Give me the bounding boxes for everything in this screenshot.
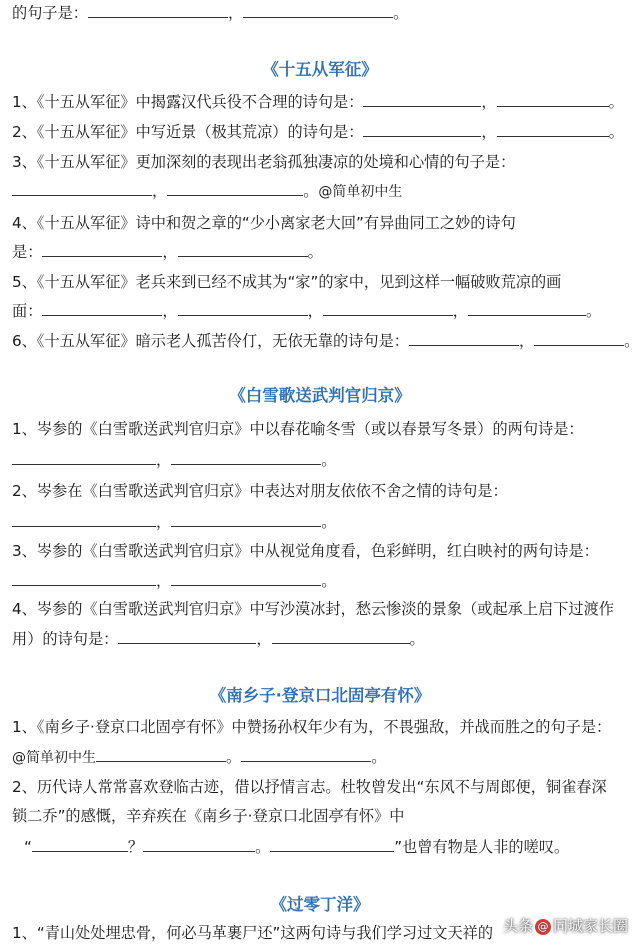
- question-text: 2、历代诗人常常喜欢登临古迹，借以抒情言志。杜牧曾发出“东风不与周郎便，铜雀春深: [12, 778, 607, 796]
- answer-blank[interactable]: [12, 571, 156, 586]
- period: 。: [371, 748, 387, 766]
- answer-blank[interactable]: [42, 242, 162, 257]
- section-title-3: 《南乡子·登京口北固亭有怀》: [209, 686, 431, 705]
- answer-line: [12, 511, 630, 533]
- answer-blank[interactable]: [171, 512, 321, 527]
- question-mark: ？: [127, 838, 144, 856]
- answer-blank[interactable]: [468, 301, 586, 316]
- question-text: 1、“青山处处埋忠骨，何必马革裹尸还”这两句诗与我们学习过文天祥的: [12, 924, 494, 942]
- period: 。: [624, 332, 640, 350]
- question-text: 6、《十五从军征》暗示老人孤苦伶仃，无依无靠的诗句是：: [12, 332, 409, 350]
- question-text: 面：: [12, 302, 43, 320]
- answer-blank[interactable]: [171, 450, 321, 465]
- answer-line: [12, 449, 630, 471]
- separator: ，: [481, 123, 497, 141]
- question-text: 用）的诗句是：: [12, 630, 119, 648]
- separator: ，: [156, 451, 172, 469]
- section-title-1: 《十五从军征》: [262, 60, 378, 79]
- separator: ，: [452, 302, 468, 320]
- question-line: [12, 121, 630, 143]
- period: 。: [303, 182, 319, 200]
- question-text: 2、岑参在《白雪歌送武判官归京》中表达对朋友依依不舍之情的诗句是：: [12, 482, 508, 500]
- answer-blank[interactable]: [497, 122, 609, 137]
- question-line: [12, 271, 630, 293]
- answer-blank[interactable]: [42, 301, 162, 316]
- section-title-2: 《白雪歌送武判官归京》: [229, 386, 411, 405]
- question-text: 是：: [12, 243, 43, 261]
- period: 。: [321, 513, 337, 531]
- period: 。: [255, 838, 271, 856]
- answer-blank[interactable]: [96, 747, 226, 762]
- answer-blank[interactable]: [363, 92, 481, 107]
- answer-blank[interactable]: [118, 629, 256, 644]
- answer-line: [12, 241, 630, 263]
- period: 。: [409, 630, 425, 648]
- answer-blank[interactable]: [32, 837, 128, 852]
- author-note: @简单初中生: [318, 184, 403, 200]
- period: 。: [321, 451, 337, 469]
- question-text: 的句子是：: [12, 4, 88, 22]
- answer-blank[interactable]: [178, 242, 308, 257]
- separator: ，: [152, 182, 168, 200]
- answer-line: [12, 570, 630, 592]
- answer-line: [12, 836, 630, 858]
- question-text: ”也曾有物是人非的嗟叹。: [394, 838, 570, 856]
- section-title-4: 《过零丁洋》: [270, 895, 370, 914]
- answer-blank[interactable]: [241, 747, 371, 762]
- question-text: 5、《十五从军征》老兵来到已经不成其为“家”的家中，见到这样一幅破败荒凉的画: [12, 273, 562, 291]
- answer-blank[interactable]: [12, 512, 156, 527]
- period: 。: [585, 302, 602, 320]
- question-text: 1、《南乡子·登京口北固亭有怀》中赞扬孙权年少有为，不畏强敌，并战而胜之的句子是：: [12, 718, 612, 736]
- separator: ，: [256, 630, 272, 648]
- quote-open: “: [24, 838, 32, 856]
- answer-line: [12, 300, 630, 322]
- answer-blank[interactable]: [272, 629, 410, 644]
- separator: ，: [227, 4, 244, 22]
- question-line: [12, 480, 630, 502]
- separator: ，: [307, 302, 323, 320]
- separator: ，: [518, 332, 535, 350]
- question-text: 3、《十五从军征》更加深刻的表现出老翁孤独凄凉的处境和心情的句子是：: [12, 153, 516, 171]
- watermark-text: 同城家长圈: [552, 917, 628, 935]
- answer-blank[interactable]: [323, 301, 453, 316]
- question-text: 4、《十五从军征》诗中和贺之章的“少小离家老大回”有异曲同工之妙的诗句: [12, 214, 516, 232]
- question-text: 锁二乔”的感慨，辛弃疾在《南乡子·登京口北固亭有怀》中: [12, 807, 405, 825]
- separator: ，: [162, 243, 178, 261]
- question-line: [12, 598, 630, 620]
- separator: ，: [162, 302, 178, 320]
- author-note: @简单初中生: [12, 750, 96, 766]
- period: 。: [307, 243, 323, 261]
- question-text: 1、《十五从军征》中揭露汉代兵役不合理的诗句是：: [12, 93, 364, 111]
- answer-blank[interactable]: [171, 571, 321, 586]
- question-text: 1、岑参的《白雪歌送武判官归京》中以春花喻冬雪（或以春景写冬景）的两句诗是：: [12, 420, 584, 438]
- watermark-logo-icon: @: [535, 919, 551, 935]
- answer-line: [12, 628, 630, 650]
- answer-blank[interactable]: [12, 181, 152, 196]
- question-text: 3、岑参的《白雪歌送武判官归京》中从视觉角度看，色彩鲜明，红白映衬的两句诗是：: [12, 542, 599, 560]
- text-line: [12, 2, 630, 24]
- answer-blank[interactable]: [497, 92, 609, 107]
- answer-blank[interactable]: [167, 181, 303, 196]
- question-line: [12, 418, 630, 440]
- answer-blank[interactable]: [143, 837, 255, 852]
- period: 。: [608, 123, 624, 141]
- answer-blank[interactable]: [363, 122, 481, 137]
- question-text: 4、岑参的《白雪歌送武判官归京》中写沙漠冰封，愁云惨淡的景象（或起承上启下过渡作: [12, 600, 614, 618]
- separator: ，: [156, 572, 172, 590]
- answer-blank[interactable]: [243, 3, 393, 18]
- question-line: [12, 91, 630, 113]
- period: 。: [226, 748, 242, 766]
- question-line: [12, 151, 630, 173]
- period: 。: [393, 4, 409, 22]
- question-line: [12, 776, 630, 798]
- answer-line: [12, 746, 630, 769]
- answer-blank[interactable]: [534, 331, 624, 346]
- answer-blank[interactable]: [409, 331, 519, 346]
- period: 。: [321, 572, 337, 590]
- answer-blank[interactable]: [178, 301, 308, 316]
- answer-line: [12, 180, 630, 203]
- question-line: [12, 212, 630, 234]
- watermark: [503, 915, 628, 937]
- question-line: [12, 330, 640, 352]
- question-text: 2、《十五从军征》中写近景（极其荒凉）的诗句是：: [12, 123, 364, 141]
- question-line: [12, 716, 630, 738]
- answer-blank[interactable]: [12, 450, 156, 465]
- separator: ，: [481, 93, 497, 111]
- watermark-prefix: 头条: [502, 917, 533, 935]
- separator: ，: [156, 513, 172, 531]
- answer-blank[interactable]: [88, 3, 228, 18]
- answer-blank[interactable]: [270, 837, 394, 852]
- period: 。: [608, 93, 624, 111]
- question-line: [12, 805, 630, 827]
- question-line: [12, 540, 630, 562]
